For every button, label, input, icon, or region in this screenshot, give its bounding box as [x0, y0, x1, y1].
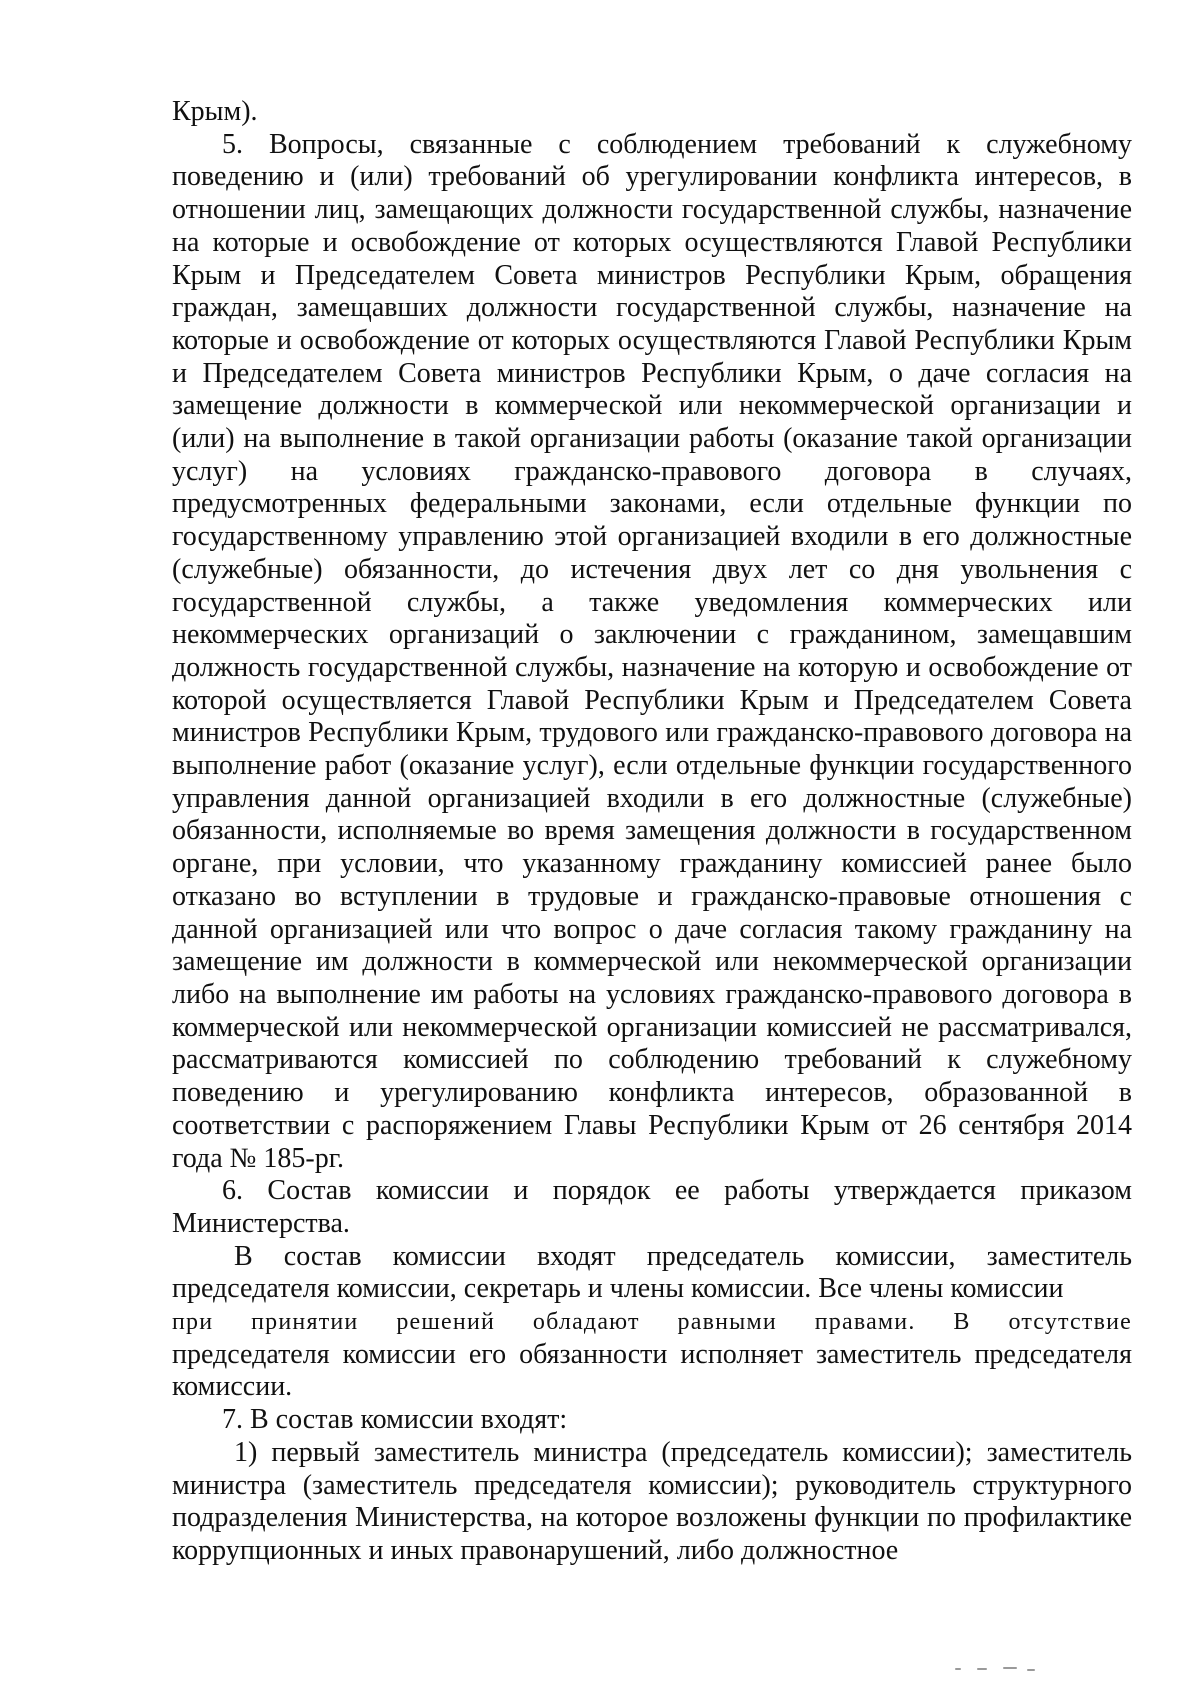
paragraph-continuation: Крым).: [172, 96, 258, 127]
paragraph-6-composition-spaced-line: при принятии решений обладают равными правами. В отсутствие: [172, 1309, 1132, 1336]
paragraph-6-composition-start: В состав комиссии входят председатель комиссии, заместитель председателя комиссии, секретарь и члены комиссии. Все члены комиссии: [172, 1240, 1132, 1305]
paragraph-6-composition: [172, 1241, 1132, 1405]
paragraph-7-item-1: 1) первый заместитель министра (председатель комиссии); заместитель министра (заместитель председателя комиссии); руководитель структурного подразделения Министерства, на которое возложены функции по профилактике коррупционных и иных правонарушений, либо должностное: [172, 1436, 1132, 1566]
document-page: [172, 96, 1132, 1568]
paragraph-7: 7. В состав комиссии входят:: [222, 1404, 568, 1436]
paragraph-6: 6. Состав комиссии и порядок ее работы утверждается приказом Министерства.: [172, 1175, 1132, 1239]
paragraph-5: 5. Вопросы, связанные с соблюдением требований к служебному поведению и (или) требований об урегулировании конфликта интересов, в отношении лиц, замещающих должности государственной службы, назначение на которые и освобождение от которых осуществляются Главой Республики Крым и Председателем Совета министров Республики Крым, обращения граждан, замещавших должности государственной службы, назначение на которые и освобождение от которых осуществляются Главой Республики Крым и Председателем Совета министров Республики Крым, о даче согласия на замещение должности в коммерческой или некоммерческой организации и (или) на выполнение в такой организации работы (оказание такой организации услуг) на условиях гражданско-правового договора в случаях, предусмотренных федеральными законами, если отдельные функции по государственному управлению этой организацией входили в его должностные (служебные) обязанности, до истечения двух лет со дня увольнения с государственной службы, а также уведомления коммерческих или некоммерческих организаций о заключении с гражданином, замещавшим должность государственной службы, назначение на которую и освобождение от которой осуществляется Главой Республики Крым и Председателем Совета министров Республики Крым, трудового или гражданско-правового договора на выполнение работ (оказание услуг), если отдельные функции государственного управления данной организацией входили в его должностные (служебные) обязанности, исполняемые во время замещения должности в государственном органе, при условии, что указанному гражданину комиссией ранее было отказано во вступлении в трудовые и гражданско-правовые отношения с данной организацией или что вопрос о даче согласия такому гражданину на замещение им должности в коммерческой или некоммерческой организации либо на выполнение им работы на условиях гражданско-правового договора в коммерческой или некоммерческой организации комиссией не рассматривался, рассматриваются комиссией по соблюдению требований к служебному поведению и урегулированию конфликта интересов, образованной в соответствии с распоряжением Главы Республики Крым от 26 сентября 2014 года № 185-рг.: [172, 128, 1132, 1174]
paragraph-6-composition-end: председателя комиссии его обязанности исполняет заместитель председателя комиссии.: [172, 1338, 1132, 1403]
scan-specks: [955, 1666, 1045, 1672]
